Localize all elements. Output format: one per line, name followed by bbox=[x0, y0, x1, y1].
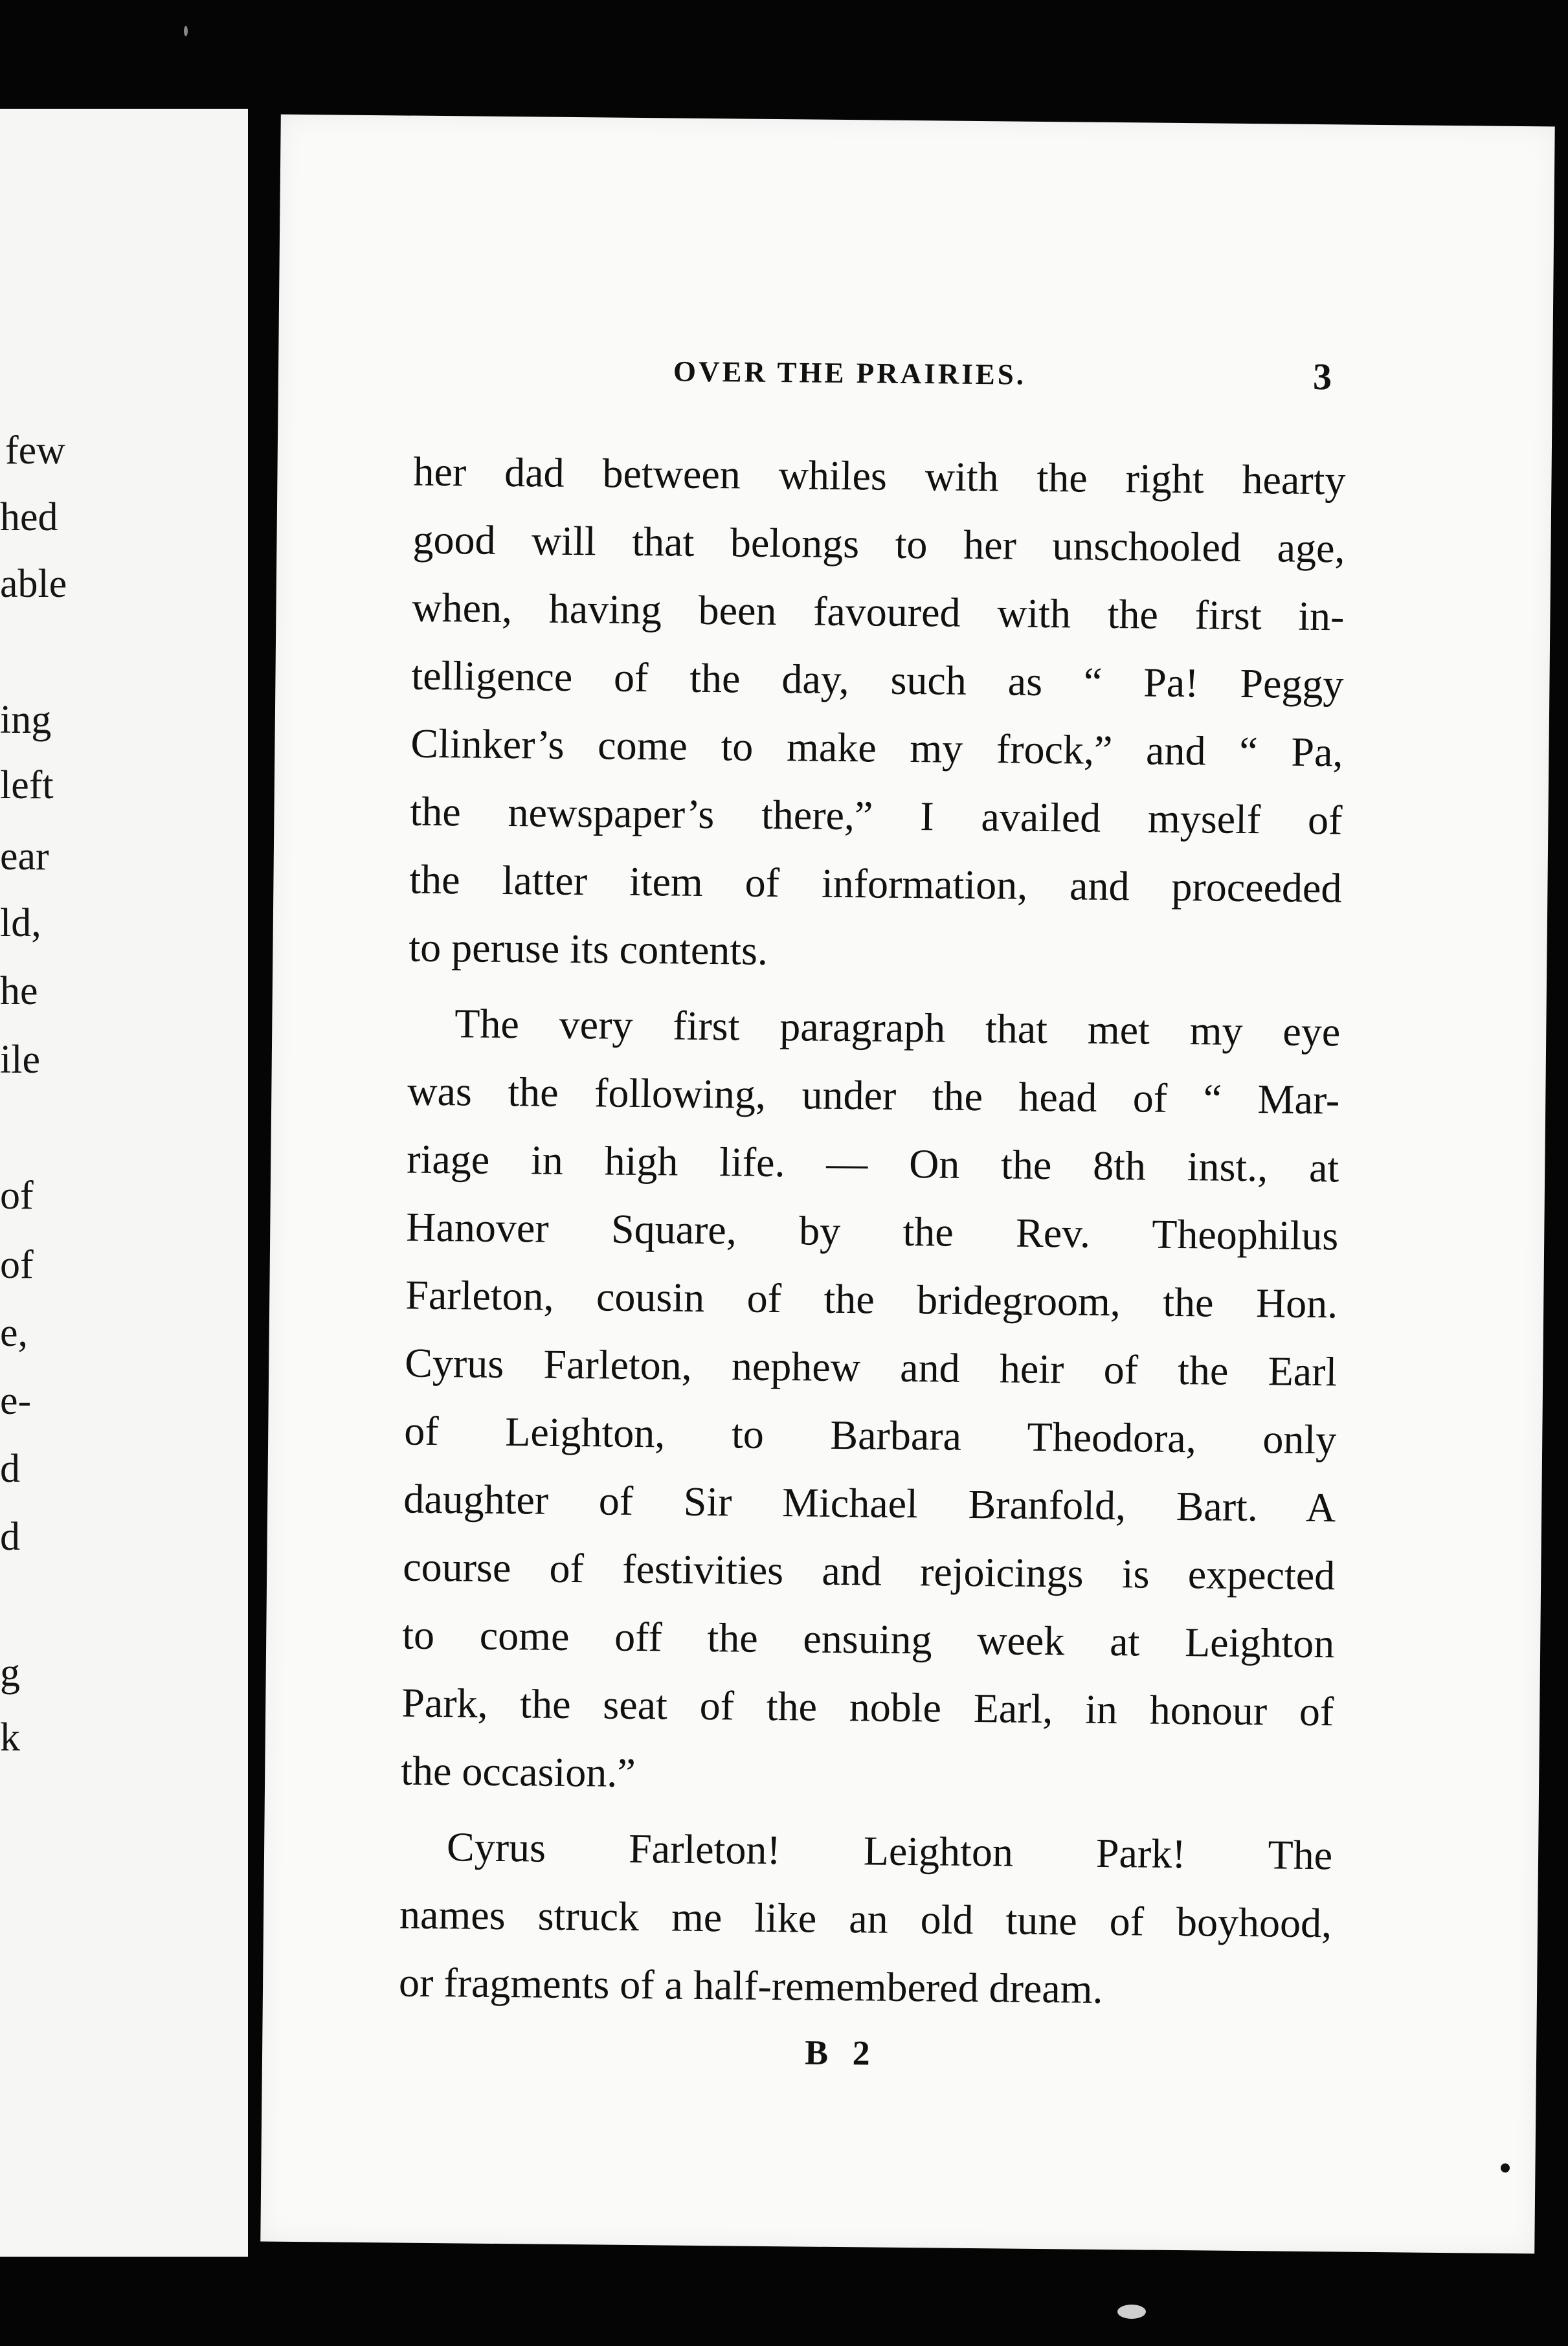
paragraph bbox=[401, 989, 1341, 1814]
text-line: names struck me like an old tune of boyhood, bbox=[399, 1891, 1332, 1947]
left-page-fragment: hed bbox=[0, 495, 58, 539]
text-line: was the following, under the head of “ Mar- bbox=[407, 1067, 1340, 1123]
signature-mark: B 2 bbox=[804, 2033, 878, 2073]
text-line: to come off the ensuing week at Leighton bbox=[401, 1611, 1335, 1667]
text-line: daughter of Sir Michael Branfold, Bart. A bbox=[403, 1475, 1336, 1531]
left-page-fragment: he bbox=[0, 969, 38, 1013]
text-line: course of festivities and rejoicings is expected bbox=[402, 1543, 1336, 1599]
text-line: or fragments of a half-remembered dream. bbox=[398, 1959, 1103, 2012]
left-page-fragment: d bbox=[0, 1447, 20, 1491]
text-line: when, having been favoured with the first in- bbox=[412, 584, 1345, 640]
left-page-fragment: e, bbox=[0, 1311, 28, 1355]
scan-speck bbox=[184, 26, 188, 36]
text-line: Clinker’s come to make my frock,” and “ Pa, bbox=[410, 720, 1343, 776]
text-line: the latter item of information, and proceeded bbox=[409, 856, 1342, 911]
text-line: the newspaper’s there,” I availed myself of bbox=[410, 788, 1343, 843]
left-page-fragment: g bbox=[0, 1651, 20, 1695]
text-line: Cyrus Farleton, nephew and heir of the Earl bbox=[404, 1339, 1338, 1395]
text-line: Park, the seat of the noble Earl, in honour of bbox=[401, 1679, 1334, 1735]
text-line: Cyrus Farleton! Leighton Park! The bbox=[446, 1824, 1333, 1879]
text-line: riage in high life. — On the 8th inst., at bbox=[406, 1135, 1339, 1191]
left-page-fragment: of bbox=[0, 1243, 34, 1287]
text-line: her dad between whiles with the right hearty bbox=[413, 448, 1346, 504]
text-line: Farleton, cousin of the bridegroom, the Hon. bbox=[405, 1271, 1338, 1327]
scan-speck bbox=[1117, 2305, 1146, 2319]
text-line: to peruse its contents. bbox=[409, 924, 768, 974]
left-page-fragment: left bbox=[0, 763, 54, 807]
left-page-fragment: able bbox=[0, 562, 67, 606]
text-line: Hanover Square, by the Rev. Theophilus bbox=[405, 1203, 1339, 1259]
text-line: of Leighton, to Barbara Theodora, only bbox=[403, 1407, 1337, 1463]
text-line: good will that belongs to her unschooled age, bbox=[412, 516, 1345, 572]
scan-speck bbox=[1501, 2163, 1510, 2173]
left-page-fragment: few bbox=[5, 429, 65, 473]
paragraph bbox=[399, 1813, 1333, 2026]
text-line: telligence of the day, such as “ Pa! Peggy bbox=[411, 652, 1344, 708]
left-page-fragment: of bbox=[0, 1174, 34, 1218]
page-body-text bbox=[399, 438, 1346, 2026]
book-page bbox=[260, 115, 1554, 2254]
text-line: The very first paragraph that met my eye bbox=[454, 1000, 1341, 1055]
left-page-fragment: k bbox=[0, 1715, 20, 1760]
left-page-fragment: d bbox=[0, 1515, 20, 1559]
left-page-fragment: ile bbox=[0, 1038, 40, 1082]
left-page-fragment: ld, bbox=[0, 901, 41, 945]
paragraph bbox=[409, 438, 1346, 990]
left-page-fragment: e- bbox=[0, 1379, 32, 1423]
page-number: 3 bbox=[1312, 355, 1332, 398]
previous-page-edge bbox=[0, 109, 248, 2257]
text-line: the occasion.” bbox=[400, 1747, 636, 1796]
left-page-fragment: ing bbox=[0, 698, 52, 742]
left-page-fragment: ear bbox=[0, 834, 49, 878]
running-head: OVER THE PRAIRIES. bbox=[673, 355, 1027, 391]
